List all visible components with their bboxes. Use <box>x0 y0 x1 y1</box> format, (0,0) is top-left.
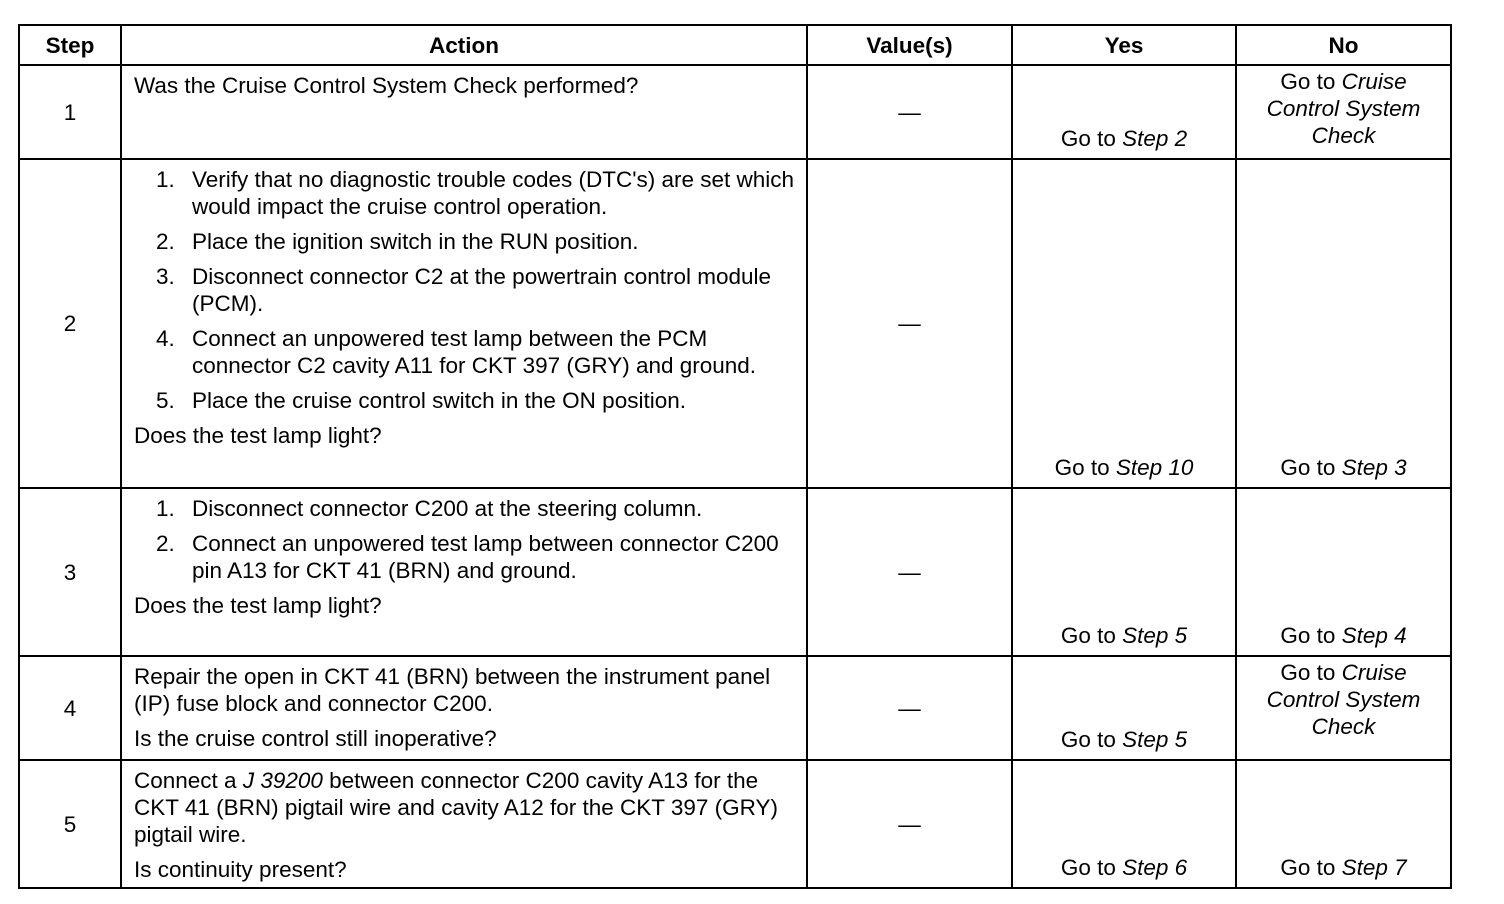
list-item <box>134 166 796 220</box>
yes-cell <box>1012 488 1236 656</box>
yes-prefix: Go to <box>1060 727 1123 752</box>
no-prefix: Go to <box>1280 455 1342 480</box>
yes-step-link[interactable]: Step 5 <box>1122 623 1188 648</box>
item-number: 1. <box>156 167 175 192</box>
table-row <box>19 488 1451 656</box>
no-cell <box>1236 159 1451 488</box>
yes-cell <box>1012 760 1236 888</box>
no-prefix: Go to <box>1280 855 1342 880</box>
no-cell <box>1236 760 1451 888</box>
header-action: Action <box>121 25 807 65</box>
value-cell: — <box>807 488 1012 656</box>
table-row <box>19 159 1451 488</box>
yes-step-link[interactable]: Step 10 <box>1115 455 1194 480</box>
header-values: Value(s) <box>807 25 1012 65</box>
item-number: 2. <box>156 229 175 254</box>
no-step-link[interactable]: Cruise Control System Check <box>1266 69 1421 148</box>
no-prefix: Go to <box>1280 69 1342 94</box>
item-number: 3. <box>156 264 175 289</box>
action-text-pre: Connect a <box>134 768 243 793</box>
action-cell <box>121 488 807 656</box>
header-yes: Yes <box>1012 25 1236 65</box>
table-row <box>19 760 1451 888</box>
no-step-link[interactable]: Cruise Control System Check <box>1266 660 1421 739</box>
action-cell <box>121 656 807 760</box>
question-text: Does the test lamp light? <box>134 423 382 448</box>
step-number: 4 <box>19 656 121 760</box>
action-cell <box>121 65 807 159</box>
item-number: 2. <box>156 531 175 556</box>
yes-cell <box>1012 656 1236 760</box>
yes-cell <box>1012 159 1236 488</box>
value-cell: — <box>807 65 1012 159</box>
value-cell: — <box>807 159 1012 488</box>
item-number: 5. <box>156 388 175 413</box>
instruction-list <box>134 166 796 414</box>
question-text: Is the cruise control still inoperative? <box>134 726 497 751</box>
table-row <box>19 65 1451 159</box>
no-cell <box>1236 65 1451 159</box>
yes-step-link[interactable]: Step 2 <box>1122 126 1188 151</box>
step-number: 5 <box>19 760 121 888</box>
action-cell <box>121 159 807 488</box>
table-row <box>19 656 1451 760</box>
no-prefix: Go to <box>1280 623 1342 648</box>
no-prefix: Go to <box>1280 660 1342 685</box>
tool-name: J 39200 <box>242 768 323 793</box>
action-text-post: between connector C200 cavity A13 for the CKT 41 (BRN) pigtail wire and cavity A12 for the CKT 397 (GRY) pigtail wire. <box>134 768 779 847</box>
question-text: Does the test lamp light? <box>134 593 382 618</box>
item-text: Place the cruise control switch in the ON position. <box>192 388 686 413</box>
value-cell: — <box>807 656 1012 760</box>
action-text: Was the Cruise Control System Check performed? <box>134 73 639 98</box>
yes-cell <box>1012 65 1236 159</box>
no-step-link[interactable]: Step 3 <box>1341 455 1407 480</box>
list-item <box>134 325 796 379</box>
list-item <box>134 228 796 255</box>
action-text <box>134 767 796 848</box>
step-number: 1 <box>19 65 121 159</box>
question-text: Is continuity present? <box>134 857 347 882</box>
item-text: Place the ignition switch in the RUN position. <box>192 229 639 254</box>
action-cell <box>121 760 807 888</box>
item-text: Connect an unpowered test lamp between the PCM connector C2 cavity A11 for CKT 397 (GRY) and ground. <box>192 326 757 378</box>
header-row <box>19 25 1451 65</box>
item-text: Disconnect connector C200 at the steering column. <box>192 496 703 521</box>
yes-prefix: Go to <box>1060 855 1123 880</box>
yes-step-link[interactable]: Step 6 <box>1122 855 1188 880</box>
no-cell <box>1236 488 1451 656</box>
list-item <box>134 530 796 584</box>
no-cell <box>1236 656 1451 760</box>
item-text: Connect an unpowered test lamp between connector C200 pin A13 for CKT 41 (BRN) and ground. <box>192 531 779 583</box>
yes-prefix: Go to <box>1060 126 1123 151</box>
step-number: 2 <box>19 159 121 488</box>
list-item <box>134 495 796 522</box>
no-step-link[interactable]: Step 4 <box>1341 623 1407 648</box>
item-number: 4. <box>156 326 175 351</box>
yes-step-link[interactable]: Step 5 <box>1122 727 1188 752</box>
item-number: 1. <box>156 496 175 521</box>
list-item <box>134 387 796 414</box>
action-text: Repair the open in CKT 41 (BRN) between the instrument panel (IP) fuse block and connector C200. <box>134 664 771 716</box>
header-no: No <box>1236 25 1451 65</box>
value-cell: — <box>807 760 1012 888</box>
yes-prefix: Go to <box>1060 623 1123 648</box>
diagnostic-table <box>18 24 1452 889</box>
instruction-list <box>134 495 796 584</box>
item-text: Verify that no diagnostic trouble codes (DTC's) are set which would impact the cruise control operation. <box>192 167 795 219</box>
yes-prefix: Go to <box>1054 455 1116 480</box>
item-text: Disconnect connector C2 at the powertrain control module (PCM). <box>192 264 772 316</box>
no-step-link[interactable]: Step 7 <box>1341 855 1407 880</box>
step-number: 3 <box>19 488 121 656</box>
header-step: Step <box>19 25 121 65</box>
list-item <box>134 263 796 317</box>
